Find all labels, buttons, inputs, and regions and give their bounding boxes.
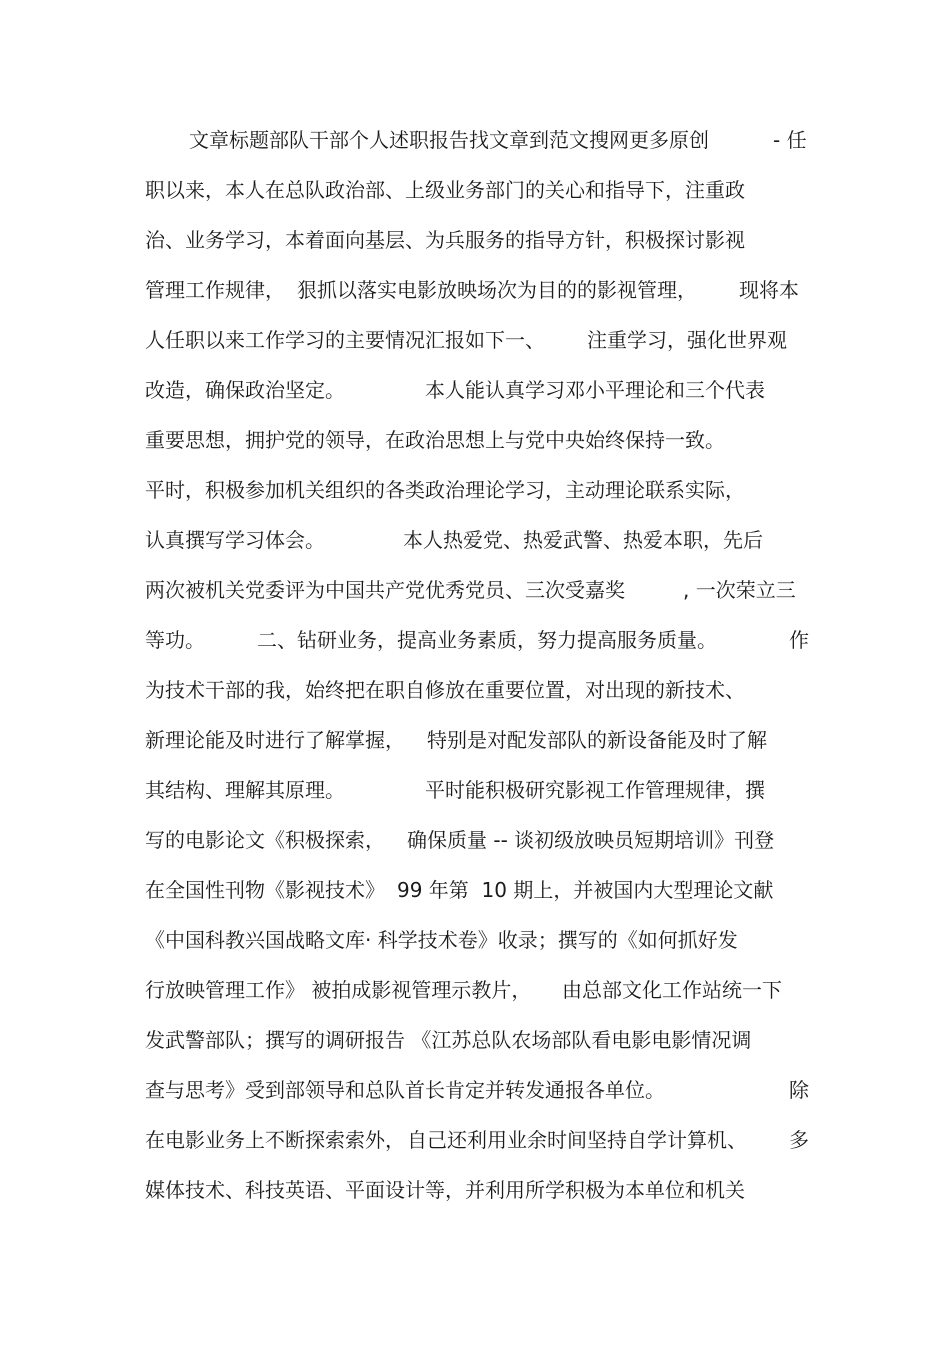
text-segment: 特别是对配发部队的新设备能及时了解	[427, 728, 767, 752]
text-segment: 文章标题部队干部个人述职报告找文章到范文搜网更多原创	[189, 128, 709, 152]
text-segment: 两次被机关党委评为中国共产党优秀党员、三次受嘉奖	[145, 578, 625, 602]
text-segment: - 任	[773, 128, 807, 152]
text-segment: 现将本	[739, 278, 799, 302]
text-line	[145, 922, 810, 972]
text-segment: 在全国性刊物《影视技术》	[145, 878, 385, 902]
text-line	[145, 522, 810, 572]
text-segment: 在电影业务上不断探索索外，	[145, 1128, 405, 1152]
text-segment: 其结构、理解其原理。	[145, 778, 345, 802]
text-segment: 确保质量 -- 谈初级放映员短期培训》刊登	[407, 828, 775, 852]
text-segment: 由总部文化工作站统一下	[562, 978, 782, 1002]
text-segment: 99 年第 10 期上，并被国内大型理论文献	[397, 878, 774, 902]
text-line	[145, 1172, 810, 1222]
text-segment: 重要思想，拥护党的领导，在政治思想上与党中央始终保持一致。	[145, 428, 725, 452]
text-segment: 狠抓以落实电影放映场次为目的的影视管理，	[297, 278, 697, 302]
text-line	[145, 372, 810, 422]
text-line	[145, 672, 810, 722]
text-segment: 二、钻研业务，提高业务素质，努力提高服务质量。	[257, 628, 717, 652]
text-segment: 《中国科教兴国战略文库· 科学技术卷》收录；撰写的《如何抓好发	[145, 928, 738, 952]
text-segment: 改造，确保政治坚定。	[145, 378, 345, 402]
text-line	[145, 122, 810, 172]
text-segment: 查与思考》受到部领导和总队首长肯定并转发通报各单位。	[145, 1078, 665, 1102]
text-line	[145, 222, 810, 272]
text-segment: 本人能认真学习邓小平理论和三个代表	[425, 378, 765, 402]
body-text	[145, 122, 810, 1222]
text-segment: 新理论能及时进行了解掌握，	[145, 728, 405, 752]
text-line	[145, 422, 810, 472]
text-line	[145, 872, 810, 922]
text-line	[145, 172, 810, 222]
text-segment: 平时，积极参加机关组织的各类政治理论学习，主动理论联系实际，	[145, 478, 745, 502]
text-segment: 自己还利用业余时间坚持自学计算机、	[407, 1128, 747, 1152]
text-line	[145, 822, 810, 872]
text-segment: , 一次荣立三	[683, 578, 796, 602]
text-segment: 管理工作规律，	[145, 278, 285, 302]
text-line	[145, 472, 810, 522]
text-line	[145, 1072, 810, 1122]
text-segment: 行放映管理工作》 被拍成影视管理示教片，	[145, 978, 532, 1002]
text-line	[145, 1022, 810, 1072]
text-line	[145, 622, 810, 672]
text-segment: 人任职以来工作学习的主要情况汇报如下一、	[145, 328, 545, 352]
text-segment: 等功。	[145, 628, 205, 652]
text-segment: 注重学习，强化世界观	[587, 328, 787, 352]
text-segment: 写的电影论文《积极探索，	[145, 828, 385, 852]
text-line	[145, 1122, 810, 1172]
text-segment: 作	[789, 628, 809, 652]
text-segment: 为技术干部的我，始终把在职自修放在重要位置，对出现的新技术、	[145, 678, 745, 702]
text-line	[145, 322, 810, 372]
text-line	[145, 722, 810, 772]
text-segment: 治、业务学习，本着面向基层、为兵服务的指导方针，积极探讨影视	[145, 228, 745, 252]
text-line	[145, 772, 810, 822]
text-line	[145, 572, 810, 622]
text-segment: 职以来，本人在总队政治部、上级业务部门的关心和指导下，注重政	[145, 178, 745, 202]
text-line	[145, 272, 810, 322]
text-segment: 除	[789, 1078, 809, 1102]
text-segment: 发武警部队；撰写的调研报告 《江苏总队农场部队看电影电影情况调	[145, 1028, 752, 1052]
text-segment: 多	[789, 1128, 809, 1152]
text-segment: 媒体技术、科技英语、平面设计等，并利用所学积极为本单位和机关	[145, 1178, 745, 1202]
text-segment: 认真撰写学习体会。	[145, 528, 325, 552]
text-segment: 平时能积极研究影视工作管理规律，撰	[425, 778, 765, 802]
text-line	[145, 972, 810, 1022]
text-segment: 本人热爱党、热爱武警、热爱本职，先后	[403, 528, 763, 552]
